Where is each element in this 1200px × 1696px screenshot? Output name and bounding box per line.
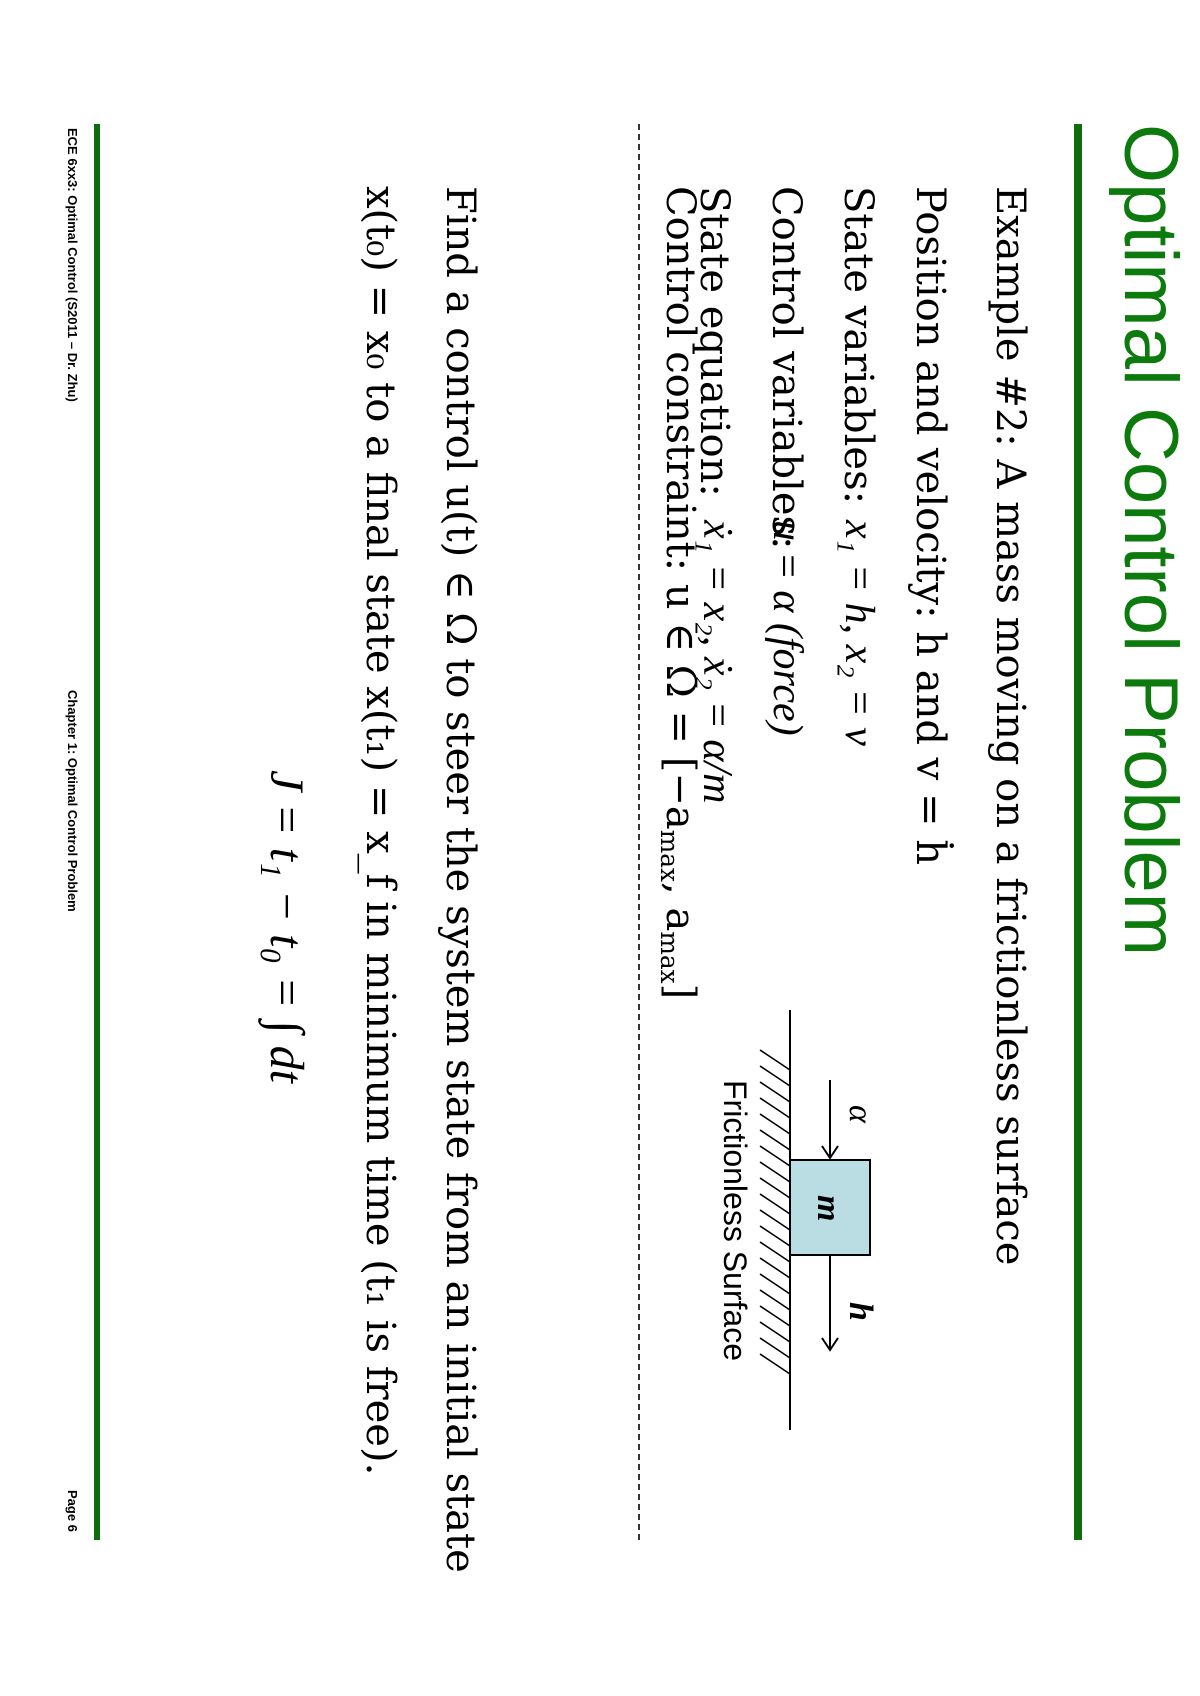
state-equation-expr: ẋ₁ = x₂, ẋ₂ = α/m [694, 520, 740, 804]
control-constraint-tail: ] [657, 983, 703, 1000]
position-label: h [842, 1302, 879, 1321]
title-rule [1074, 124, 1082, 1540]
position-velocity-line: Position and velocity: h and v = ḣ [907, 186, 953, 865]
footer-left: ECE 6xx3: Optimal Control (S2011 – Dr. Zhu) [65, 128, 80, 402]
state-variables-expr: x₁ = h, x₂ = v [836, 520, 882, 746]
control-constraint-mid: , a [657, 882, 703, 932]
control-constraint-line [654, 186, 703, 1000]
state-variables-label: State variables: [835, 186, 881, 505]
amax-sub-1: max [654, 829, 684, 883]
footer-center: Chapter 1: Optimal Control Problem [65, 690, 80, 912]
control-variables-label: Control variables: [763, 186, 809, 550]
section-divider [638, 124, 640, 1540]
force-label: α [842, 1105, 879, 1123]
state-equation-label: State equation: [691, 186, 737, 497]
mass-label: m [810, 1195, 847, 1222]
cost-functional: J = t₁ − t₀ = ∫ dt [260, 770, 313, 1084]
mass-diagram [710, 1010, 910, 1530]
footer-right: Page 6 [65, 1490, 80, 1532]
surface-label: Frictionless Surface [717, 1080, 753, 1361]
page-title: Optimal Control Problem [1108, 124, 1193, 957]
footer-rule [94, 124, 100, 1540]
example-line: Example #2: A mass moving on a frictionless surface [987, 186, 1033, 1266]
find-line-2: x(t₀) = x₀ to a final state x(t₁) = x_f in minimum time (t₁ is free). [357, 186, 403, 1476]
amax-sub-2: max [654, 931, 684, 984]
find-line-1: Find a control u(t) ∈ Ω to steer the system state from an initial state [437, 186, 483, 1573]
surface-hatching [760, 1050, 790, 1374]
control-variables-expr: u = α (force) [764, 520, 810, 736]
control-constraint-text: Control constraint: u ∈ Ω = [−a [657, 186, 703, 830]
